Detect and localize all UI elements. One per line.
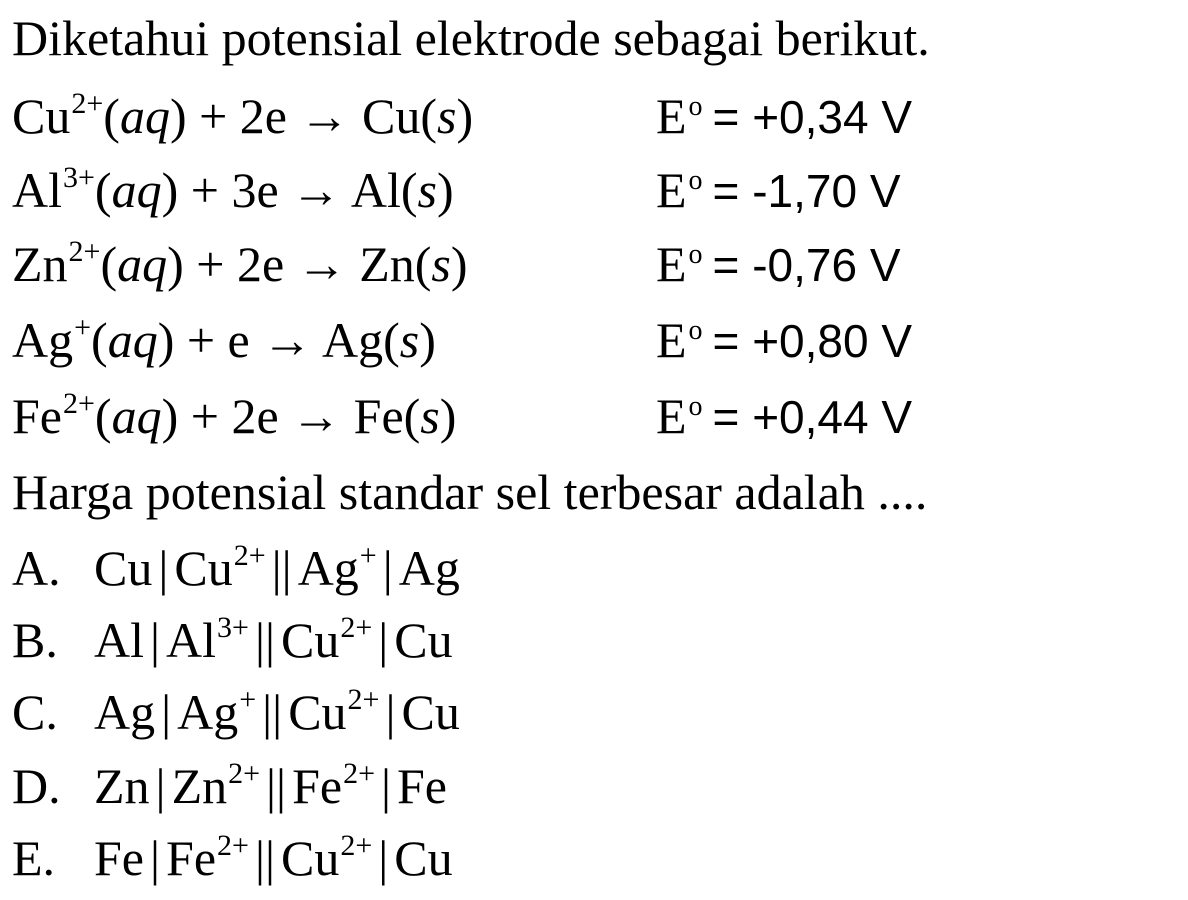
option-e[interactable]: E. Fe | $Fe^{2+}$ || $Cu^{2+}$ | Cu [12, 829, 453, 886]
reaction-equation: $Cu^{2+}(aq) + 2e \to Cu(s)$ [12, 87, 474, 144]
phase-boundary: | [155, 758, 166, 814]
degree-icon: o [688, 91, 703, 122]
degree-icon: o [688, 165, 703, 196]
product-metal: Cu [362, 88, 421, 144]
salt-bridge: || [266, 758, 287, 814]
option-b[interactable]: B. Al | $Al^{3+}$ || $Cu^{2+}$ | Cu [12, 611, 453, 668]
salt-bridge: || [254, 612, 275, 668]
reactant-ion: Zn [12, 236, 68, 292]
arrow-icon: → [291, 388, 342, 444]
salt-bridge: || [271, 540, 292, 596]
arrow-icon: → [299, 88, 350, 144]
product-metal: Zn [359, 236, 415, 292]
ion-charge: 2+ [63, 387, 95, 420]
option-letter: E. [12, 830, 56, 886]
potential-value: $E^o = +0,80$ V [656, 312, 913, 368]
phase-boundary: | [382, 540, 393, 596]
degree-icon: o [688, 391, 703, 422]
reactant-ion: Cu [12, 88, 71, 144]
arrow-icon: → [262, 312, 313, 368]
option-a[interactable]: A. Cu | $Cu^{2+}$ || Ag+ | Ag [12, 539, 460, 596]
option-c[interactable]: C. Ag | Ag+ || $Cu^{2+}$ | Cu [12, 683, 460, 740]
degree-icon: o [688, 239, 703, 270]
intro-text: Diketahui potensial elektrode sebagai berikut. [12, 10, 930, 66]
option-letter: B. [12, 612, 58, 668]
reaction-row [12, 310, 1012, 378]
reaction-row [12, 86, 1012, 154]
option-letter: C. [12, 684, 58, 740]
electron-count: 2e [239, 88, 287, 144]
phase-boundary: | [161, 684, 172, 740]
reaction-equation: $Fe^{2+}(aq) + 2e \to Fe(s)$ [12, 387, 457, 444]
phase-boundary: | [385, 684, 396, 740]
phase-boundary: | [378, 830, 389, 886]
ion-charge: 2+ [68, 235, 101, 268]
product-metal: Al [350, 162, 401, 218]
reaction-equation: Ag+(aq) + e → Ag(s) [12, 311, 436, 368]
salt-bridge: || [254, 830, 275, 886]
phase-boundary: | [378, 612, 389, 668]
option-d[interactable]: D. Zn | $Zn^{2+}$ || $Fe^{2+}$ | Fe [12, 757, 447, 814]
product-metal: Fe [353, 388, 404, 444]
electron-count: e [227, 312, 250, 368]
potential-value: $E^o = +0,34$ V [656, 88, 913, 144]
arrow-icon: → [296, 236, 347, 292]
ion-charge: + [74, 311, 92, 344]
electron-count: 2e [231, 388, 279, 444]
electron-count: 3e [231, 162, 279, 218]
ion-charge: 3+ [63, 161, 95, 194]
reactant-ion: Fe [12, 388, 62, 444]
electron-count: 2e [236, 236, 285, 292]
potential-value: $E^o = -0,76$ V [656, 236, 901, 292]
salt-bridge: || [262, 684, 283, 740]
reactant-ion: Ag [12, 312, 74, 368]
potential-value: $E^o = -1,70$ V [656, 162, 901, 218]
option-letter: A. [12, 540, 61, 596]
reaction-equation: $Zn^{2+}(aq) + 2e \to Zn(s)$ [12, 235, 468, 292]
ion-charge: 2+ [71, 87, 104, 120]
phase-boundary: | [380, 758, 391, 814]
arrow-icon: → [291, 162, 342, 218]
phase-boundary: | [150, 612, 161, 668]
phase-boundary: | [158, 540, 169, 596]
potential-value: $E^o = +0,44$ V [656, 388, 913, 444]
option-letter: D. [12, 758, 61, 814]
question-text: Harga potensial standar sel terbesar adalah .... [12, 464, 928, 520]
reaction-equation: $Al^{3+}(aq) + 3e \to Al(s)$ [12, 161, 454, 218]
reactant-ion: Al [12, 162, 62, 218]
reaction-row [12, 386, 1012, 454]
degree-icon: o [688, 315, 703, 346]
phase-boundary: | [150, 830, 161, 886]
product-metal: Ag [322, 312, 384, 368]
reaction-row [12, 234, 1012, 302]
reaction-row [12, 160, 1012, 228]
